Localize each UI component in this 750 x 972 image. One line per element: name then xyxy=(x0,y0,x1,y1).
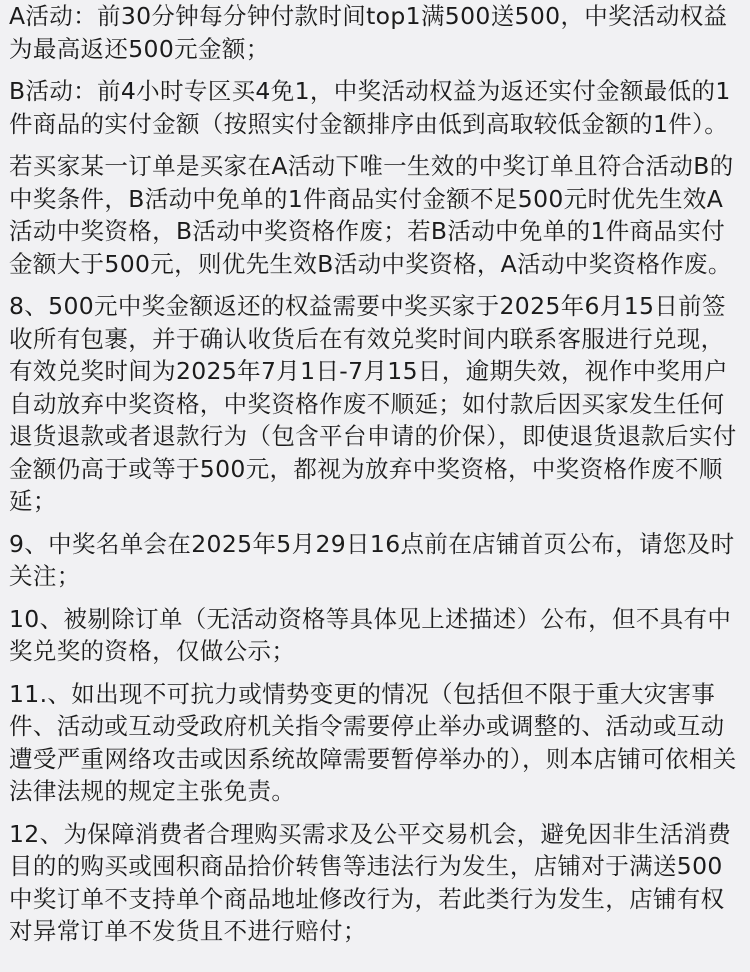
paragraph-rule-11: 11.、如出现不可抗力或情势变更的情况（包括但不限于重大灾害事件、活动或互动受政府机关指令需要停止举办或调整的、活动或互动遭受严重网络攻击或因系统故障需要暂停举办的），则本店铺可依相关法律法规的规定主张免责。 xyxy=(9,679,737,805)
paragraph-rule-12: 12、为保障消费者合理购买需求及公平交易机会，避免因非生活消费目的的购买或囤积商品拾价转售等违法行为发生，店铺对于满送500 中奖订单不支持单个商品地址修改行为，若此类行为发生，店铺有权对异常订单不发货且不进行赔付； xyxy=(9,819,732,945)
paragraph-overlap-rule: 若买家某一订单是买家在A活动下唯一生效的中奖订单且符合活动B的中奖条件，B活动中免单的1件商品实付金额不足500元时优先生效A活动中奖资格，B活动中奖资格作废；若B活动中免单的1件商品实付金额大于500元，则优先生效B活动中奖资格，A活动中奖资格作废。 xyxy=(9,152,734,278)
paragraph-rule-10: 10、被剔除订单（无活动资格等具体见上述描述）公布，但不具有中奖兑奖的资格，仅做公示； xyxy=(9,604,732,665)
paragraph-rule-8: 8、500元中奖金额返还的权益需要中奖买家于2025年6月15日前签收所有包裹，并于确认收货后在有效兑奖时间内联系客服进行兑现，有效兑奖时间为2025年7月1日-7月15日，逾期失效，视作中奖用户自动放弃中奖资格，中奖资格作废不顺延；如付款后因买家发生任何退货退款或者退款行为（包含平台申请的价保），即使退货退款后实付金额仍高于或等于500元，都视为放弃中奖资格，中奖资格作废不顺延； xyxy=(9,292,737,515)
paragraph-activity-a: A活动：前30分钟每分钟付款时间top1满500送500，中奖活动权益为最高返还500元金额； xyxy=(9,2,728,63)
paragraph-rule-9: 9、中奖名单会在2025年5月29日16点前在店铺首页公布，请您及时关注； xyxy=(9,529,735,590)
paragraph-activity-b: B活动：前4小时专区买4免1，中奖活动权益为返还实付金额最低的1件商品的实付金额（按照实付金额排序由低到高取较低金额的1件）。 xyxy=(9,77,731,138)
